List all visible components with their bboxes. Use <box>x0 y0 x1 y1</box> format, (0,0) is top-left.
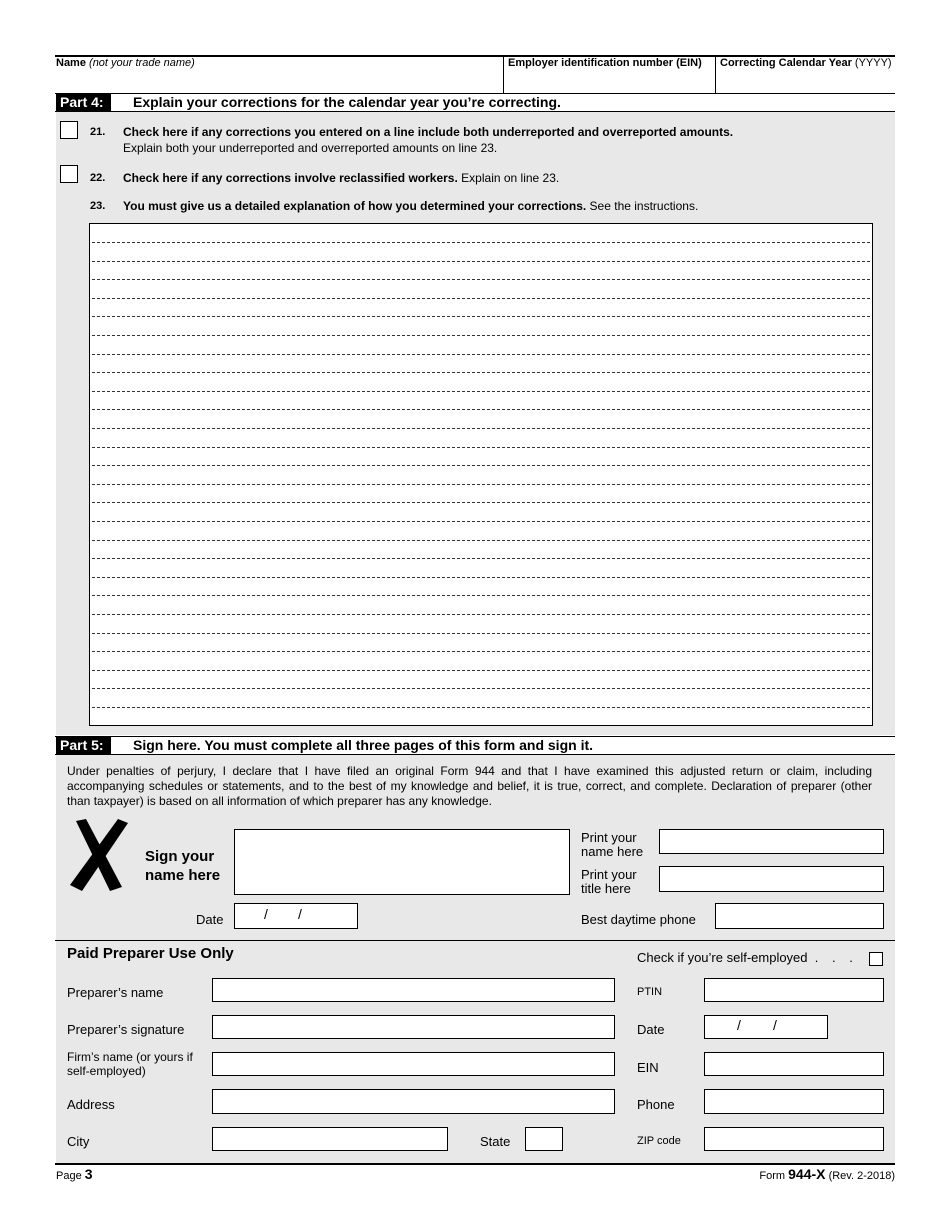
sign-date-field[interactable] <box>234 903 358 929</box>
explanation-rule-line <box>92 261 870 262</box>
part5-title: Sign here. You must complete all three pages of this form and sign it. <box>133 737 594 753</box>
line22-instruction: Check here if any corrections involve reclassified workers. Explain on line 23. <box>123 171 560 185</box>
line22-checkbox[interactable] <box>60 165 78 183</box>
ptin-label: PTIN <box>637 986 663 998</box>
divider <box>503 57 504 93</box>
self-employed-label: Check if you’re self-employed . . . <box>637 950 858 965</box>
signature-field[interactable] <box>234 829 570 895</box>
divider <box>715 57 716 93</box>
explanation-rule-line <box>92 242 870 243</box>
preparer-title: Paid Preparer Use Only <box>67 945 234 962</box>
date-separator: / <box>298 906 302 922</box>
bottom-rule <box>55 1163 895 1165</box>
phone-label: Best daytime phone <box>581 912 696 927</box>
line21-instruction: Check here if any corrections you entered on a line include both underreported and overreported amounts. <box>123 125 734 139</box>
explanation-rule-line <box>92 688 870 689</box>
preparer-date-field[interactable] <box>704 1015 828 1039</box>
explanation-rule-line <box>92 316 870 317</box>
explanation-rule-line <box>92 279 870 280</box>
preparer-date-label: Date <box>637 1022 665 1037</box>
firm-name-field[interactable] <box>212 1052 615 1076</box>
explanation-rule-line <box>92 372 870 373</box>
ein-label: Employer identification number (EIN) <box>508 57 702 69</box>
date-separator: / <box>737 1017 741 1033</box>
explanation-rule-line <box>92 502 870 503</box>
explanation-rule-line <box>92 558 870 559</box>
explanation-rule-line <box>92 428 870 429</box>
part4-label: Part 4: <box>56 93 111 111</box>
print-title-field[interactable] <box>659 866 884 892</box>
name-label: Name (not your trade name) <box>56 57 195 69</box>
explanation-rule-line <box>92 614 870 615</box>
explanation-rule-line <box>92 707 870 708</box>
firm-name-label: Firm’s name (or yours if self-employed) <box>67 1050 193 1078</box>
explanation-rule-line <box>92 391 870 392</box>
sign-date-label: Date <box>196 912 224 927</box>
sign-x-icon <box>64 815 134 895</box>
address-label: Address <box>67 1097 115 1112</box>
line21-number: 21. <box>90 126 106 138</box>
preparer-signature-field[interactable] <box>212 1015 615 1039</box>
state-label: State <box>480 1134 511 1149</box>
year-label: Correcting Calendar Year (YYYY) <box>720 57 892 69</box>
explanation-rule-line <box>92 595 870 596</box>
explanation-rule-line <box>92 540 870 541</box>
city-field[interactable] <box>212 1127 448 1151</box>
preparer-name-label: Preparer’s name <box>67 985 164 1000</box>
perjury-declaration: Under penalties of perjury, I declare that I have filed an original Form 944 and that I have examined this adjusted return or claim, including accompanying schedules or statements, and to the best of my knowledge and belief, it is true, correct, and complete. Declaration of preparer (other than taxpayer) is based on all information of which preparer has any knowledge. <box>67 764 872 808</box>
explanation-rule-line <box>92 465 870 466</box>
date-separator: / <box>264 906 268 922</box>
zip-label: ZIP code <box>637 1135 681 1147</box>
firm-ein-label: EIN <box>637 1060 659 1075</box>
line22-number: 22. <box>90 172 106 184</box>
line23-instruction: You must give us a detailed explanation of how you determined your corrections. See the instructions. <box>123 199 699 213</box>
print-name-field[interactable] <box>659 829 884 854</box>
firm-ein-field[interactable] <box>704 1052 884 1076</box>
explanation-rule-line <box>92 484 870 485</box>
part4-title: Explain your corrections for the calendar year you’re correcting. <box>133 94 561 110</box>
part5-label: Part 5: <box>56 736 111 754</box>
preparer-phone-label: Phone <box>637 1097 675 1112</box>
date-separator: / <box>773 1017 777 1033</box>
preparer-name-field[interactable] <box>212 978 615 1002</box>
ptin-field[interactable] <box>704 978 884 1002</box>
name-field[interactable] <box>56 70 496 92</box>
preparer-phone-field[interactable] <box>704 1089 884 1114</box>
explanation-rule-line <box>92 651 870 652</box>
year-field[interactable] <box>720 70 890 92</box>
line21-note: Explain both your underreported and overreported amounts on line 23. <box>123 141 498 155</box>
print-title-label: Print your title here <box>581 867 637 896</box>
form-id: Form 944-X (Rev. 2-2018) <box>759 1166 895 1182</box>
daytime-phone-field[interactable] <box>715 903 884 929</box>
explanation-rule-line <box>92 670 870 671</box>
explanation-rule-line <box>92 577 870 578</box>
explanation-rule-line <box>92 335 870 336</box>
line21-checkbox[interactable] <box>60 121 78 139</box>
explanation-rule-line <box>92 447 870 448</box>
explanation-rule-line <box>92 633 870 634</box>
print-name-label: Print your name here <box>581 830 644 859</box>
state-field[interactable] <box>525 1127 563 1151</box>
sign-name-label: Sign your name here <box>145 848 221 884</box>
ein-field[interactable] <box>508 70 708 92</box>
explanation-rule-line <box>92 409 870 410</box>
explanation-rule-line <box>92 298 870 299</box>
explanation-rule-line <box>92 354 870 355</box>
zip-field[interactable] <box>704 1127 884 1151</box>
city-label: City <box>67 1134 90 1149</box>
explanation-rule-line <box>92 521 870 522</box>
preparer-signature-label: Preparer’s signature <box>67 1022 185 1037</box>
self-employed-checkbox[interactable] <box>869 952 883 966</box>
address-field[interactable] <box>212 1089 615 1114</box>
line23-number: 23. <box>90 200 106 212</box>
page-number: Page 3 <box>56 1166 93 1182</box>
